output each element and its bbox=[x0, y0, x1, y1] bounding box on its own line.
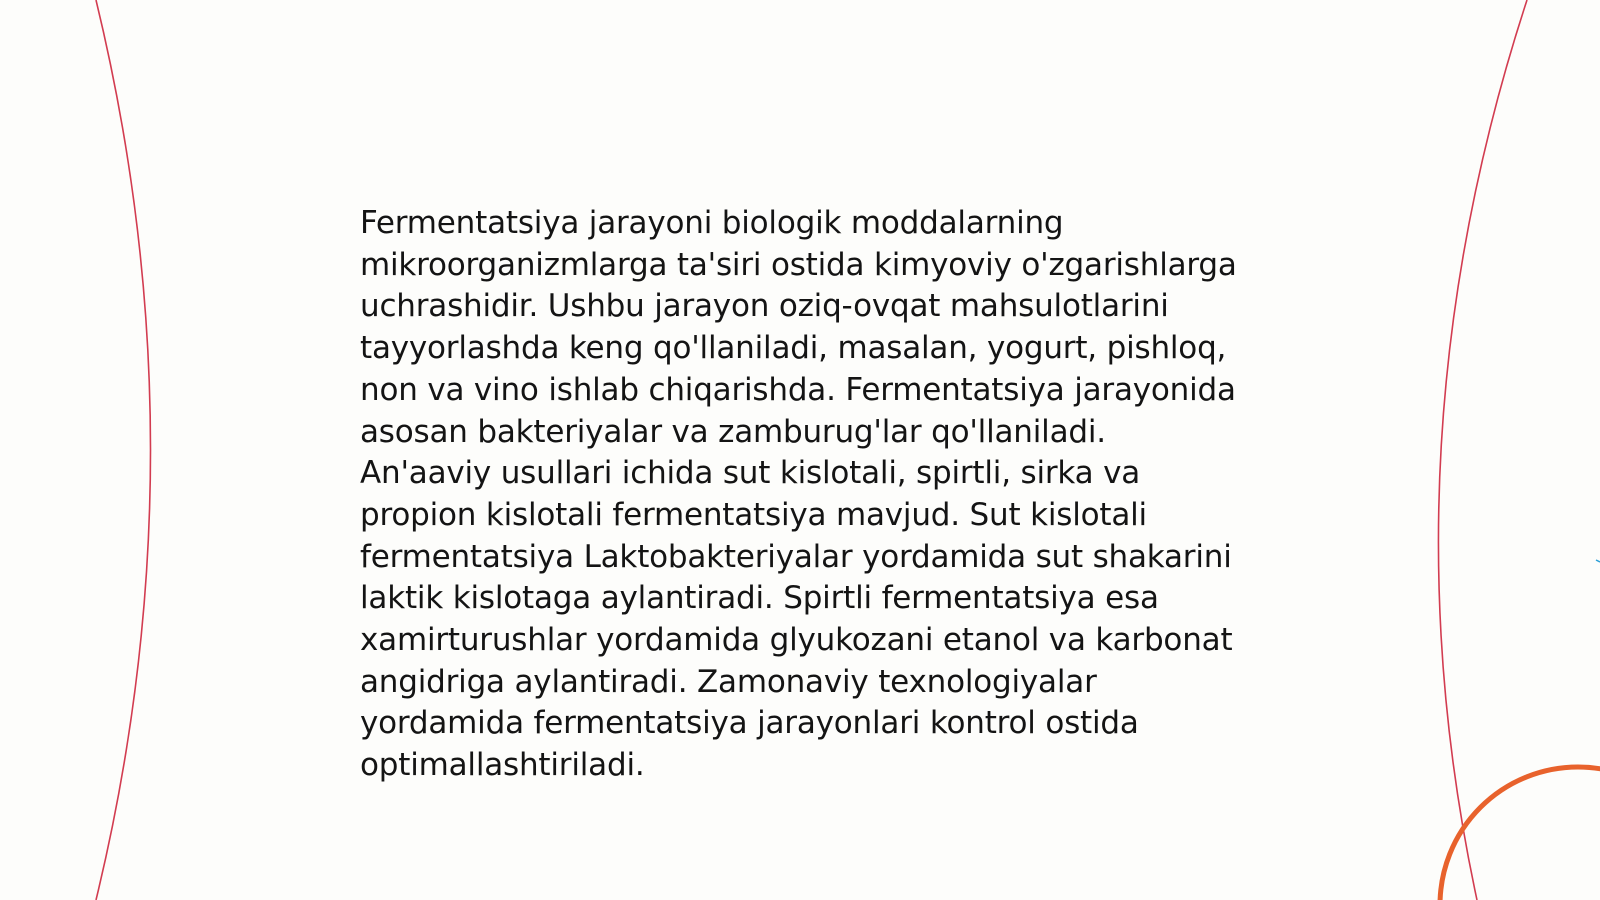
blue-edge-mark bbox=[1596, 560, 1600, 562]
left-curve-line bbox=[96, 0, 151, 900]
right-curve-line bbox=[1438, 0, 1527, 900]
body-paragraph: Fermentatsiya jarayoni biologik moddalarning mikroorganizmlarga ta'siri ostida kimyoviy o'zgarishlarga uchrashidir. Ushbu jarayon oziq-ovqat mahsulotlarini tayyorlashda keng qo'llaniladi, masalan, yogurt, pishloq, non va vino ishlab chiqarishda. Fermentatsiya jarayonida asosan bakteriyalar va zamburug'lar qo'llaniladi. An'aaviy usullari ichida sut kislotali, spirtli, sirka va propion kislotali fermentatsiya mavjud. Sut kislotali fermentatsiya Laktobakteriyalar yordamida sut shakarini laktik kislotaga aylantiradi. Spirtli fermentatsiya esa xamirturushlar yordamida glyukozani etanol va karbonat angidriga aylantiradi. Zamonaviy texnologiyalar yordamida fermentatsiya jarayonlari kontrol ostida optimallashtiriladi. bbox=[360, 205, 1237, 784]
